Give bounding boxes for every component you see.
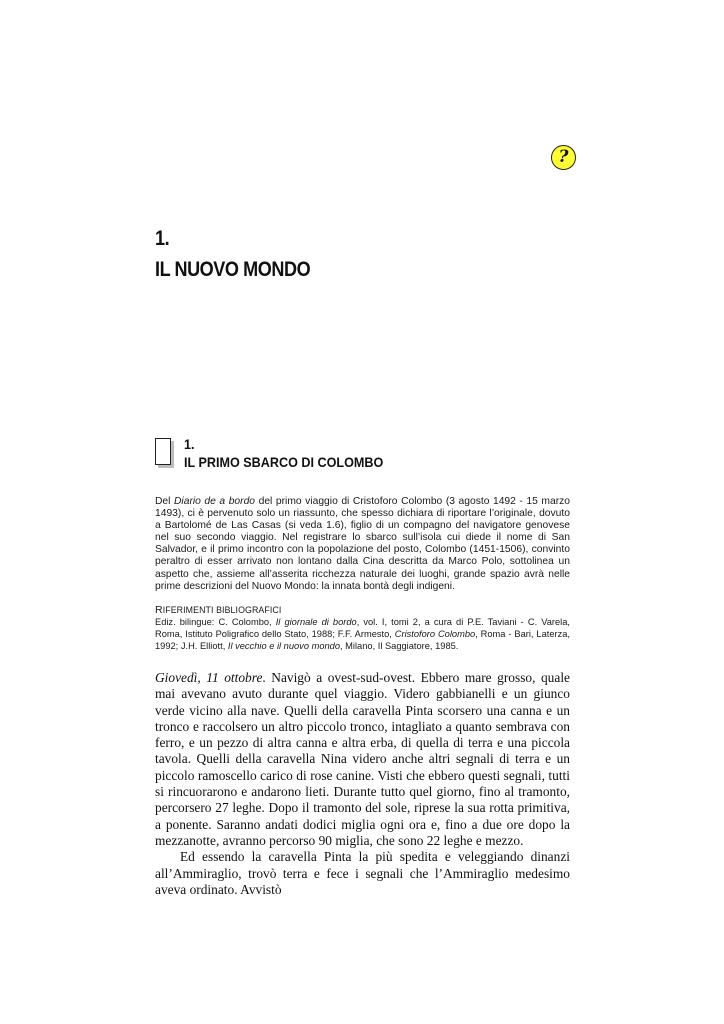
chapter-title: IL NUOVO MONDO xyxy=(155,258,311,281)
body-text xyxy=(155,670,570,898)
ref-title-1: Il giornale di bordo xyxy=(275,617,357,627)
ref-title-2: Cristoforo Colombo xyxy=(394,628,476,639)
section-number: 1. xyxy=(184,436,195,452)
entry-date: Giovedì, 11 ottobre xyxy=(155,670,263,685)
chapter-number: 1. xyxy=(155,227,170,250)
references-heading-rest: IFERIMENTI BIBLIOGRAFICI xyxy=(162,605,282,615)
ref-text-2: , vol. I, tomi 2, a cura di P.E. Taviani - C. Varela, Roma, Istituto Poligrafico dello Stato, 1988; F.F. Armesto, xyxy=(155,617,570,639)
ref-text-1: Ediz. bilingue: C. Colombo, xyxy=(155,617,276,627)
section-title: IL PRIMO SBARCO DI COLOMBO xyxy=(184,454,384,470)
intro-paragraph xyxy=(155,496,570,593)
intro-text-1: Del xyxy=(155,496,174,507)
references-text xyxy=(155,617,570,652)
body-text-1: . Navigò a ovest-sud-ovest. Ebbero mare grosso, quale mai avevano avuto durante quel viaggio. Videro gabbianelli e un giunco verde vicino alla nave. Quelli della caravella Pinta scorsero una canna e un tronco e raccolsero un altro piccolo tronco, intagliato a quanto sembrava con ferro, e un pezzo di altra canna e altra erba, di quella di terra e una piccola tavola. Quelli della caravella Nina videro anche altri segnali di terra e un piccolo ramoscello carico di rose canine. Visti che ebbero questi segnali, tutti si rincuorarono e andarono lieti. Durante tutto quel giorno, fino al tramonto, percorsero 27 leghe. Dopo il tramonto del sole, riprese la sua rotta primitiva, a ponente. Saranno andati dodici miglia ogni ora e, fino a due ore dopo la mezzanotte, avranno percorso 90 miglia, che sono 22 leghe e mezzo. xyxy=(155,670,570,848)
ref-title-3: Il vecchio e il nuovo mondo xyxy=(227,640,341,651)
intro-text-2: del primo viaggio di Cristoforo Colombo (3 agosto 1492 - 15 marzo 1493), ci è pervenuto solo un riassunto, che spesso dichiara di riportare l’originale, dovuto a Bartolomé de Las Casas (si veda 1.6), figlio di un compagno del navigatore genovese nel suo secondo viaggio. Nel registrare lo sbarco sull’isola cui diede il nome di San Salvador, e il primo incontro con la popolazione del posto, Colombo (1451-1506), convinto peraltro di esser arrivato non lontano dalla Cina descritta da Marco Polo, sottolinea un aspetto che, assieme all’asserita ricchezza naturale dei luoghi, grande spazio avrà nelle prime descrizioni del Nuovo Mondo: la innata bontà degli indigeni. xyxy=(155,496,570,592)
ref-text-4: , Milano, Il Saggiatore, 1985. xyxy=(340,640,459,651)
references-heading xyxy=(155,604,281,616)
body-paragraph-1 xyxy=(155,670,570,849)
help-question-icon[interactable]: ? xyxy=(551,145,576,170)
references-heading-initial: R xyxy=(155,604,163,616)
body-paragraph-2: Ed essendo la caravella Pinta la più spedita e veleggiando dinanzi all’Ammiraglio, trovò terra e fece i segnali che l’Ammiraglio medesimo aveva ordinato. Avvistò xyxy=(155,849,570,897)
ref-text-3: , Roma - Bari, Laterza, 1992; J.H. Elliott, xyxy=(155,628,570,651)
section-box-icon xyxy=(155,438,171,465)
intro-work-title: Diario de a bordo xyxy=(174,496,256,507)
